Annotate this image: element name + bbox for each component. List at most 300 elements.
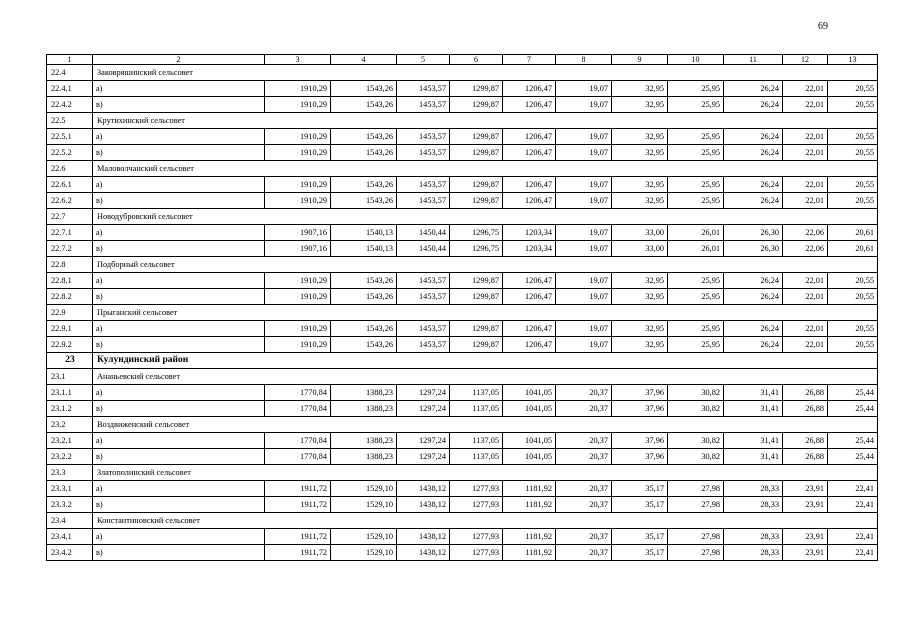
value-cell: 1299,87 xyxy=(450,337,503,353)
value-cell: 23,91 xyxy=(783,497,828,513)
value-cell: 19,07 xyxy=(556,129,612,145)
row-label: а) xyxy=(93,177,265,193)
value-cell: 27,98 xyxy=(668,545,724,561)
value-cell: 26,01 xyxy=(668,225,724,241)
row-code: 22.5.2 xyxy=(47,145,93,161)
value-cell: 20,61 xyxy=(828,225,878,241)
value-cell: 27,98 xyxy=(668,497,724,513)
table-row xyxy=(47,385,878,401)
value-cell: 1137,05 xyxy=(450,401,503,417)
value-cell: 26,24 xyxy=(724,177,783,193)
value-cell: 1543,26 xyxy=(331,145,397,161)
value-cell: 30,82 xyxy=(668,433,724,449)
value-cell: 1041,05 xyxy=(503,385,556,401)
value-cell: 1438,12 xyxy=(397,545,450,561)
value-cell: 26,24 xyxy=(724,145,783,161)
value-cell: 1388,23 xyxy=(331,385,397,401)
value-cell: 22,01 xyxy=(783,129,828,145)
value-cell: 20,55 xyxy=(828,273,878,289)
section-code: 23.3 xyxy=(47,465,93,481)
value-cell: 25,95 xyxy=(668,337,724,353)
section-name: Ананьевский сельсовет xyxy=(93,369,878,385)
table-row xyxy=(47,273,878,289)
table-header-row xyxy=(47,55,878,65)
table-row xyxy=(47,401,878,417)
table-row xyxy=(47,193,878,209)
table-row xyxy=(47,81,878,97)
section-code: 22.6 xyxy=(47,161,93,177)
column-header: 9 xyxy=(612,55,668,65)
value-cell: 1299,87 xyxy=(450,81,503,97)
row-code: 23.4.1 xyxy=(47,529,93,545)
section-name: Маловолчанский сельсовет xyxy=(93,161,878,177)
value-cell: 1299,87 xyxy=(450,97,503,113)
value-cell: 1206,47 xyxy=(503,145,556,161)
value-cell: 1206,47 xyxy=(503,129,556,145)
row-label: а) xyxy=(93,81,265,97)
value-cell: 32,95 xyxy=(612,177,668,193)
value-cell: 22,41 xyxy=(828,529,878,545)
value-cell: 1907,16 xyxy=(265,241,331,257)
value-cell: 37,96 xyxy=(612,401,668,417)
column-header: 6 xyxy=(450,55,503,65)
row-label: а) xyxy=(93,273,265,289)
value-cell: 1529,10 xyxy=(331,481,397,497)
column-header: 13 xyxy=(828,55,878,65)
value-cell: 20,37 xyxy=(556,545,612,561)
value-cell: 20,37 xyxy=(556,433,612,449)
value-cell: 22,01 xyxy=(783,81,828,97)
value-cell: 35,17 xyxy=(612,481,668,497)
value-cell: 1137,05 xyxy=(450,385,503,401)
value-cell: 1529,10 xyxy=(331,497,397,513)
value-cell: 22,01 xyxy=(783,145,828,161)
section-code: 23.4 xyxy=(47,513,93,529)
value-cell: 1543,26 xyxy=(331,97,397,113)
section-heading-row xyxy=(47,113,878,129)
table-row xyxy=(47,449,878,465)
section-heading-row xyxy=(47,369,878,385)
value-cell: 35,17 xyxy=(612,545,668,561)
value-cell: 26,24 xyxy=(724,289,783,305)
table-row xyxy=(47,497,878,513)
value-cell: 37,96 xyxy=(612,449,668,465)
row-label: а) xyxy=(93,529,265,545)
value-cell: 26,24 xyxy=(724,97,783,113)
row-code: 22.8.1 xyxy=(47,273,93,289)
section-name: Константиновский сельсовет xyxy=(93,513,878,529)
value-cell: 1438,12 xyxy=(397,497,450,513)
value-cell: 20,55 xyxy=(828,289,878,305)
value-cell: 1388,23 xyxy=(331,401,397,417)
value-cell: 1299,87 xyxy=(450,289,503,305)
value-cell: 1137,05 xyxy=(450,433,503,449)
value-cell: 1296,75 xyxy=(450,225,503,241)
value-cell: 19,07 xyxy=(556,337,612,353)
value-cell: 26,30 xyxy=(724,241,783,257)
value-cell: 20,55 xyxy=(828,177,878,193)
section-name: Новодубровский сельсовет xyxy=(93,209,878,225)
value-cell: 1450,44 xyxy=(397,225,450,241)
value-cell: 26,24 xyxy=(724,193,783,209)
value-cell: 1529,10 xyxy=(331,529,397,545)
value-cell: 20,37 xyxy=(556,497,612,513)
column-header: 7 xyxy=(503,55,556,65)
value-cell: 1540,13 xyxy=(331,225,397,241)
row-label: в) xyxy=(93,337,265,353)
value-cell: 1388,23 xyxy=(331,449,397,465)
value-cell: 1206,47 xyxy=(503,321,556,337)
value-cell: 35,17 xyxy=(612,497,668,513)
value-cell: 1543,26 xyxy=(331,289,397,305)
section-code: 23 xyxy=(47,353,93,369)
row-label: а) xyxy=(93,225,265,241)
value-cell: 1206,47 xyxy=(503,177,556,193)
value-cell: 28,33 xyxy=(724,545,783,561)
row-code: 22.9.1 xyxy=(47,321,93,337)
row-label: в) xyxy=(93,289,265,305)
value-cell: 1206,47 xyxy=(503,81,556,97)
page-number: 69 xyxy=(818,21,828,32)
value-cell: 1181,92 xyxy=(503,529,556,545)
row-code: 23.1.2 xyxy=(47,401,93,417)
value-cell: 1770,84 xyxy=(265,433,331,449)
value-cell: 1299,87 xyxy=(450,177,503,193)
column-header: 11 xyxy=(724,55,783,65)
value-cell: 1543,26 xyxy=(331,129,397,145)
value-cell: 20,37 xyxy=(556,481,612,497)
section-heading-row xyxy=(47,417,878,433)
value-cell: 37,96 xyxy=(612,385,668,401)
table-row xyxy=(47,337,878,353)
row-code: 23.2.2 xyxy=(47,449,93,465)
column-header: 3 xyxy=(265,55,331,65)
value-cell: 25,44 xyxy=(828,385,878,401)
value-cell: 1137,05 xyxy=(450,449,503,465)
value-cell: 1453,57 xyxy=(397,145,450,161)
row-code: 22.5.1 xyxy=(47,129,93,145)
value-cell: 1540,13 xyxy=(331,241,397,257)
section-heading-row xyxy=(47,257,878,273)
row-code: 22.7.1 xyxy=(47,225,93,241)
value-cell: 32,95 xyxy=(612,273,668,289)
value-cell: 1299,87 xyxy=(450,321,503,337)
section-heading-row xyxy=(47,209,878,225)
value-cell: 1910,29 xyxy=(265,289,331,305)
value-cell: 1438,12 xyxy=(397,529,450,545)
value-cell: 25,44 xyxy=(828,433,878,449)
section-heading-row xyxy=(47,305,878,321)
value-cell: 1911,72 xyxy=(265,497,331,513)
value-cell: 22,06 xyxy=(783,225,828,241)
value-cell: 1277,93 xyxy=(450,481,503,497)
value-cell: 1206,47 xyxy=(503,337,556,353)
district-name: Кулундинский район xyxy=(93,353,878,369)
value-cell: 32,95 xyxy=(612,97,668,113)
column-header: 10 xyxy=(668,55,724,65)
value-cell: 32,95 xyxy=(612,129,668,145)
value-cell: 1041,05 xyxy=(503,449,556,465)
value-cell: 22,01 xyxy=(783,273,828,289)
table-row xyxy=(47,289,878,305)
column-header: 4 xyxy=(331,55,397,65)
value-cell: 1296,75 xyxy=(450,241,503,257)
value-cell: 1543,26 xyxy=(331,273,397,289)
tariff-table xyxy=(46,54,878,561)
value-cell: 20,61 xyxy=(828,241,878,257)
value-cell: 1543,26 xyxy=(331,81,397,97)
row-label: в) xyxy=(93,401,265,417)
value-cell: 1910,29 xyxy=(265,273,331,289)
value-cell: 1041,05 xyxy=(503,433,556,449)
value-cell: 26,24 xyxy=(724,337,783,353)
value-cell: 30,82 xyxy=(668,449,724,465)
value-cell: 32,95 xyxy=(612,337,668,353)
value-cell: 1041,05 xyxy=(503,401,556,417)
value-cell: 1911,72 xyxy=(265,545,331,561)
value-cell: 20,55 xyxy=(828,321,878,337)
value-cell: 1543,26 xyxy=(331,193,397,209)
value-cell: 26,24 xyxy=(724,321,783,337)
value-cell: 23,91 xyxy=(783,481,828,497)
table-row xyxy=(47,529,878,545)
value-cell: 1529,10 xyxy=(331,545,397,561)
value-cell: 1910,29 xyxy=(265,321,331,337)
value-cell: 28,33 xyxy=(724,529,783,545)
value-cell: 31,41 xyxy=(724,401,783,417)
value-cell: 1203,34 xyxy=(503,241,556,257)
value-cell: 22,41 xyxy=(828,481,878,497)
value-cell: 19,07 xyxy=(556,97,612,113)
value-cell: 1388,23 xyxy=(331,433,397,449)
value-cell: 23,91 xyxy=(783,529,828,545)
row-code: 22.6.2 xyxy=(47,193,93,209)
value-cell: 22,01 xyxy=(783,337,828,353)
row-label: в) xyxy=(93,241,265,257)
value-cell: 25,95 xyxy=(668,177,724,193)
column-header: 12 xyxy=(783,55,828,65)
value-cell: 26,01 xyxy=(668,241,724,257)
value-cell: 22,01 xyxy=(783,289,828,305)
row-code: 22.4.1 xyxy=(47,81,93,97)
value-cell: 25,95 xyxy=(668,145,724,161)
value-cell: 28,33 xyxy=(724,481,783,497)
value-cell: 1297,24 xyxy=(397,433,450,449)
value-cell: 1438,12 xyxy=(397,481,450,497)
row-label: а) xyxy=(93,433,265,449)
value-cell: 25,95 xyxy=(668,321,724,337)
value-cell: 19,07 xyxy=(556,273,612,289)
column-header: 2 xyxy=(93,55,265,65)
table-row xyxy=(47,129,878,145)
row-code: 23.1.1 xyxy=(47,385,93,401)
section-code: 23.2 xyxy=(47,417,93,433)
value-cell: 31,41 xyxy=(724,433,783,449)
value-cell: 35,17 xyxy=(612,529,668,545)
value-cell: 30,82 xyxy=(668,385,724,401)
section-name: Воздвиженский сельсовет xyxy=(93,417,878,433)
value-cell: 22,06 xyxy=(783,241,828,257)
table-row xyxy=(47,321,878,337)
value-cell: 22,01 xyxy=(783,177,828,193)
table-row xyxy=(47,145,878,161)
section-code: 22.9 xyxy=(47,305,93,321)
value-cell: 1181,92 xyxy=(503,481,556,497)
value-cell: 25,95 xyxy=(668,97,724,113)
section-heading-row xyxy=(47,65,878,81)
value-cell: 20,37 xyxy=(556,449,612,465)
value-cell: 1910,29 xyxy=(265,97,331,113)
column-header: 5 xyxy=(397,55,450,65)
value-cell: 1453,57 xyxy=(397,337,450,353)
section-name: Златополинский сельсовет xyxy=(93,465,878,481)
value-cell: 25,44 xyxy=(828,449,878,465)
value-cell: 1453,57 xyxy=(397,193,450,209)
row-code: 23.3.2 xyxy=(47,497,93,513)
table-body xyxy=(47,55,878,561)
value-cell: 1203,34 xyxy=(503,225,556,241)
row-label: в) xyxy=(93,145,265,161)
value-cell: 37,96 xyxy=(612,433,668,449)
value-cell: 25,95 xyxy=(668,193,724,209)
section-code: 22.4 xyxy=(47,65,93,81)
value-cell: 1910,29 xyxy=(265,337,331,353)
value-cell: 27,98 xyxy=(668,481,724,497)
value-cell: 19,07 xyxy=(556,145,612,161)
value-cell: 25,95 xyxy=(668,289,724,305)
row-label: в) xyxy=(93,193,265,209)
value-cell: 25,95 xyxy=(668,129,724,145)
value-cell: 32,95 xyxy=(612,81,668,97)
value-cell: 1206,47 xyxy=(503,97,556,113)
value-cell: 1453,57 xyxy=(397,81,450,97)
row-code: 22.9.2 xyxy=(47,337,93,353)
row-label: а) xyxy=(93,481,265,497)
section-code: 22.7 xyxy=(47,209,93,225)
value-cell: 20,37 xyxy=(556,529,612,545)
row-code: 22.6.1 xyxy=(47,177,93,193)
value-cell: 1543,26 xyxy=(331,177,397,193)
value-cell: 19,07 xyxy=(556,241,612,257)
value-cell: 32,95 xyxy=(612,321,668,337)
value-cell: 1770,84 xyxy=(265,449,331,465)
row-code: 23.2.1 xyxy=(47,433,93,449)
value-cell: 22,01 xyxy=(783,321,828,337)
value-cell: 27,98 xyxy=(668,529,724,545)
value-cell: 33,00 xyxy=(612,241,668,257)
value-cell: 26,88 xyxy=(783,433,828,449)
value-cell: 1911,72 xyxy=(265,529,331,545)
value-cell: 1181,92 xyxy=(503,545,556,561)
value-cell: 1277,93 xyxy=(450,497,503,513)
value-cell: 30,82 xyxy=(668,401,724,417)
district-heading-row xyxy=(47,353,878,369)
section-code: 23.1 xyxy=(47,369,93,385)
row-code: 23.3.1 xyxy=(47,481,93,497)
value-cell: 19,07 xyxy=(556,177,612,193)
value-cell: 20,55 xyxy=(828,145,878,161)
row-label: а) xyxy=(93,129,265,145)
value-cell: 20,55 xyxy=(828,81,878,97)
row-label: в) xyxy=(93,497,265,513)
table-row xyxy=(47,97,878,113)
value-cell: 19,07 xyxy=(556,81,612,97)
value-cell: 1910,29 xyxy=(265,145,331,161)
value-cell: 1206,47 xyxy=(503,193,556,209)
value-cell: 1910,29 xyxy=(265,193,331,209)
value-cell: 1297,24 xyxy=(397,385,450,401)
value-cell: 1299,87 xyxy=(450,145,503,161)
row-label: а) xyxy=(93,321,265,337)
value-cell: 26,30 xyxy=(724,225,783,241)
value-cell: 22,01 xyxy=(783,97,828,113)
value-cell: 1453,57 xyxy=(397,321,450,337)
value-cell: 22,01 xyxy=(783,193,828,209)
section-name: Заковряшинский сельсовет xyxy=(93,65,878,81)
value-cell: 20,37 xyxy=(556,401,612,417)
value-cell: 1297,24 xyxy=(397,449,450,465)
value-cell: 28,33 xyxy=(724,497,783,513)
value-cell: 1910,29 xyxy=(265,81,331,97)
value-cell: 22,41 xyxy=(828,497,878,513)
value-cell: 1770,84 xyxy=(265,401,331,417)
value-cell: 1543,26 xyxy=(331,321,397,337)
table-row xyxy=(47,545,878,561)
value-cell: 25,44 xyxy=(828,401,878,417)
value-cell: 1277,93 xyxy=(450,529,503,545)
section-name: Крутихинский сельсовет xyxy=(93,113,878,129)
value-cell: 1543,26 xyxy=(331,337,397,353)
value-cell: 26,24 xyxy=(724,81,783,97)
value-cell: 23,91 xyxy=(783,545,828,561)
value-cell: 20,37 xyxy=(556,385,612,401)
row-code: 22.4.2 xyxy=(47,97,93,113)
value-cell: 26,88 xyxy=(783,385,828,401)
value-cell: 26,24 xyxy=(724,273,783,289)
section-heading-row xyxy=(47,465,878,481)
value-cell: 25,95 xyxy=(668,81,724,97)
table-row xyxy=(47,433,878,449)
value-cell: 20,55 xyxy=(828,129,878,145)
table-row xyxy=(47,241,878,257)
column-header: 1 xyxy=(47,55,93,65)
row-code: 23.4.2 xyxy=(47,545,93,561)
value-cell: 19,07 xyxy=(556,289,612,305)
value-cell: 26,88 xyxy=(783,401,828,417)
row-label: в) xyxy=(93,545,265,561)
value-cell: 20,55 xyxy=(828,97,878,113)
value-cell: 1299,87 xyxy=(450,193,503,209)
section-code: 22.5 xyxy=(47,113,93,129)
value-cell: 20,55 xyxy=(828,193,878,209)
table-row xyxy=(47,177,878,193)
row-code: 22.8.2 xyxy=(47,289,93,305)
value-cell: 33,00 xyxy=(612,225,668,241)
value-cell: 1911,72 xyxy=(265,481,331,497)
value-cell: 19,07 xyxy=(556,321,612,337)
value-cell: 1181,92 xyxy=(503,497,556,513)
table-row xyxy=(47,481,878,497)
section-code: 22.8 xyxy=(47,257,93,273)
value-cell: 1277,93 xyxy=(450,545,503,561)
column-header: 8 xyxy=(556,55,612,65)
value-cell: 32,95 xyxy=(612,145,668,161)
value-cell: 1770,84 xyxy=(265,385,331,401)
value-cell: 26,88 xyxy=(783,449,828,465)
value-cell: 19,07 xyxy=(556,193,612,209)
value-cell: 31,41 xyxy=(724,385,783,401)
value-cell: 26,24 xyxy=(724,129,783,145)
